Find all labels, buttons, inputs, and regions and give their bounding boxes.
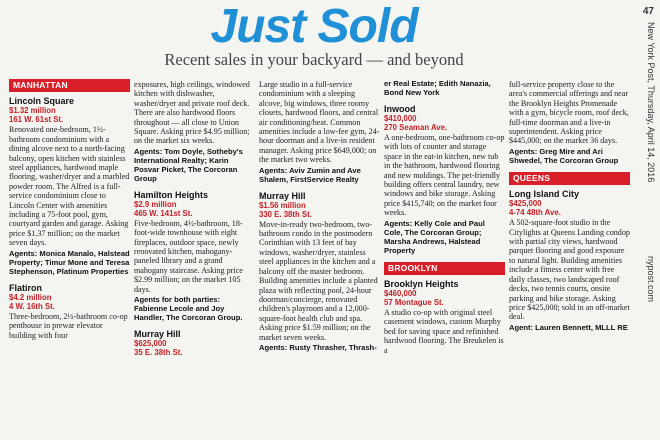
listing-long-island-city [509, 189, 630, 331]
listing-price: $1.32 million [9, 106, 56, 116]
listing-price: $410,000 [384, 114, 417, 123]
listing-title: Long Island City [509, 189, 580, 200]
listing-agents: Agents: Greg Mire and Ari Shwedel, The Corcoran Group [509, 146, 619, 165]
section-header-queens: QUEENS [509, 172, 630, 185]
listing-agents: er Real Estate; Edith Nanazia, Bond New York [384, 79, 491, 97]
listing-address: 330 E. 38th St. [259, 209, 312, 219]
listing-body: Three-bedroom, 2½-bathroom co-op penthouse in prewar elevator building with four [9, 311, 128, 340]
listing-title: Flatiron [9, 282, 42, 293]
listing-address: 35 E. 38th St. [134, 348, 183, 358]
listing-agents: Agents: Rusty Thrasher, Thrash- [259, 342, 377, 352]
listing-price: $1.56 million [259, 200, 306, 210]
column-2 [134, 79, 255, 437]
listing-lincoln-square [9, 96, 130, 275]
listing-body: Renovated one-bedroom, 1½-bathroom condominium with a dining alcove next to a north-facing balcony, open kitchen with stainless steel appliances, hardwood maple flooring, washer/dryer and a marbled powder room. The Alfred is a full-service condominium close to Lincoln Center with amenities including a 75-foot pool, gym, courtyard garden and garage. Asking price $1.37 million; on the market seven days. [9, 125, 130, 248]
listing-price: $2.9 million [134, 199, 177, 209]
section-header-manhattan: MANHATTAN [9, 79, 130, 92]
column-4 [384, 79, 505, 437]
listing-price: $4.2 million [9, 292, 52, 302]
listing-body: Five-bedroom, 4½-bathroom, 18-foot-wide townhouse with eight fireplaces, outdoor space, newly renovated kitchen, mahogany-paneled library and a grand mahogany staircase. Asking price $2.99 million; on the market 105 days. [134, 218, 243, 294]
page-number: 47 [642, 6, 654, 17]
column-3 [259, 79, 380, 437]
listing-title: Murray Hill [134, 329, 181, 340]
listing-murray-hill-1-continued [259, 80, 380, 184]
page-title: Just Sold [210, 0, 418, 53]
listing-body: A studio co-op with original steel casement windows, custom Murphy bed for saving space and refinished hardwood flooring. The Breukelen is a [384, 308, 504, 355]
listing-hamilton-heights [134, 190, 255, 322]
listing-brooklyn-heights [384, 279, 505, 355]
listing-agents: Agents: Monica Manalo, Halstead Property; Timur Mone and Teresa Stephenson, Platinum Properties [9, 248, 130, 276]
listing-title: Brooklyn Heights [384, 279, 459, 290]
listing-flatiron-continued [134, 80, 255, 183]
listing-address: 4-74 48th Ave. [509, 208, 561, 218]
listing-address: 270 Seaman Ave. [384, 123, 448, 132]
listing-title: Murray Hill [259, 190, 306, 201]
listing-brooklyn-heights-continued [509, 80, 630, 165]
listing-body: A 502-square-foot studio in the Citylights at Queens Landing condop with partial city views, hardwood parquet flooring and good exposure to natural light. Building amenities include a fitness center with free daily classes, two landscaped roof decks, two tennis courts, onsite parking and bike storage. Asking price $425,000; sold in an off-market deal. [509, 218, 630, 322]
column-5 [509, 79, 630, 437]
column-1 [9, 79, 130, 437]
listing-agents: Agents: Tom Doyle, Sotheby's International Realty; Karin Posvar Picket, The Corcoran Group [134, 146, 243, 183]
listing-body: exposures, high ceilings, windowed kitchen with dishwasher, washer/dryer and private roof deck. There are also hardwood floors throughout — all close to Union Square. Asking price $4.95 million; on the market six weeks. [134, 80, 250, 146]
listing-flatiron [9, 283, 130, 340]
listing-address: 161 W. 61st St. [9, 115, 64, 125]
listing-body: full-service property close to the area's commercial offerings and near the Brooklyn Heights Promenade with a gym, bicycle room, roof deck, full-time doorman and a live-in superintendent. Asking price $445,000; on the market 36 days. [509, 80, 629, 146]
page-subtitle: Recent sales in your backyard — and beyond [164, 50, 464, 69]
listing-body: Move-in-ready two-bedroom, two-bathroom condo in the postmodern Corinthian with 13 feet of bay windows, washer/dryer, stainless steel appliances in the kitchen and a balcony off the master bedroom. Building amenities include a planted plaza with reflecting pool, 24-hour doorman/concierge, renovated children's playroom and a 12,000-square-foot health club and spa. Asking price $1.59 million; on the market seven weeks. [259, 219, 378, 342]
listing-agents: Agents: Aviv Zumin and Ave Shalem, FirstService Realty [259, 165, 361, 184]
listing-body: Large studio in a full-service condominium with a sleeping alcove, big windows, three roomy closets, hardwood floors, and central air conditioning/heat. Common amenities include a low-fee gym, 24-hour doorman and a live-in resident manager. Asking price $649,000; on the market two weeks. [259, 80, 380, 165]
listing-address: 4 W. 16th St. [9, 301, 55, 311]
listing-address: 465 W. 141st St. [134, 208, 193, 218]
listing-murray-hill-2 [259, 191, 380, 352]
listing-address: 57 Montague St. [384, 298, 444, 308]
listing-agents: Agents: Kelly Cole and Paul Cole, The Corcoran Group; Marsha Andrews, Halstead Property [384, 218, 485, 255]
listing-agents: Agent: Lauren Bennett, MLLL RE [509, 322, 628, 332]
listing-inwood [384, 104, 505, 255]
listing-title: Inwood [384, 104, 416, 114]
section-header-brooklyn: BROOKLYN [384, 262, 505, 275]
listing-murray-hill-2-continued [384, 79, 505, 97]
side-folio [646, 22, 656, 302]
listing-agents: Agents for both parties: Fabienne Lecole and Joy Handler, The Corcoran Group. [134, 295, 243, 323]
listing-title: Hamilton Heights [134, 189, 209, 200]
listing-body: A one-bedroom, one-bathroom co-op with lots of counter and storage space in the eat-in kitchen, new tub in the bathroom, hardwood flooring and new moldings. The pet-friendly building offers central laundry, new windows and bike storage. Asking price $415,740; on the market four weeks. [384, 133, 505, 218]
listing-price: $625,000 [134, 339, 167, 349]
listing-price: $460,000 [384, 289, 417, 299]
side-publication: New York Post, Thursday, April 14, 2016 [646, 22, 656, 183]
listing-price: $425,000 [509, 199, 542, 209]
listing-title: Lincoln Square [9, 96, 75, 107]
side-url: nypost.com [646, 255, 656, 302]
listing-murray-hill-1 [134, 329, 255, 357]
